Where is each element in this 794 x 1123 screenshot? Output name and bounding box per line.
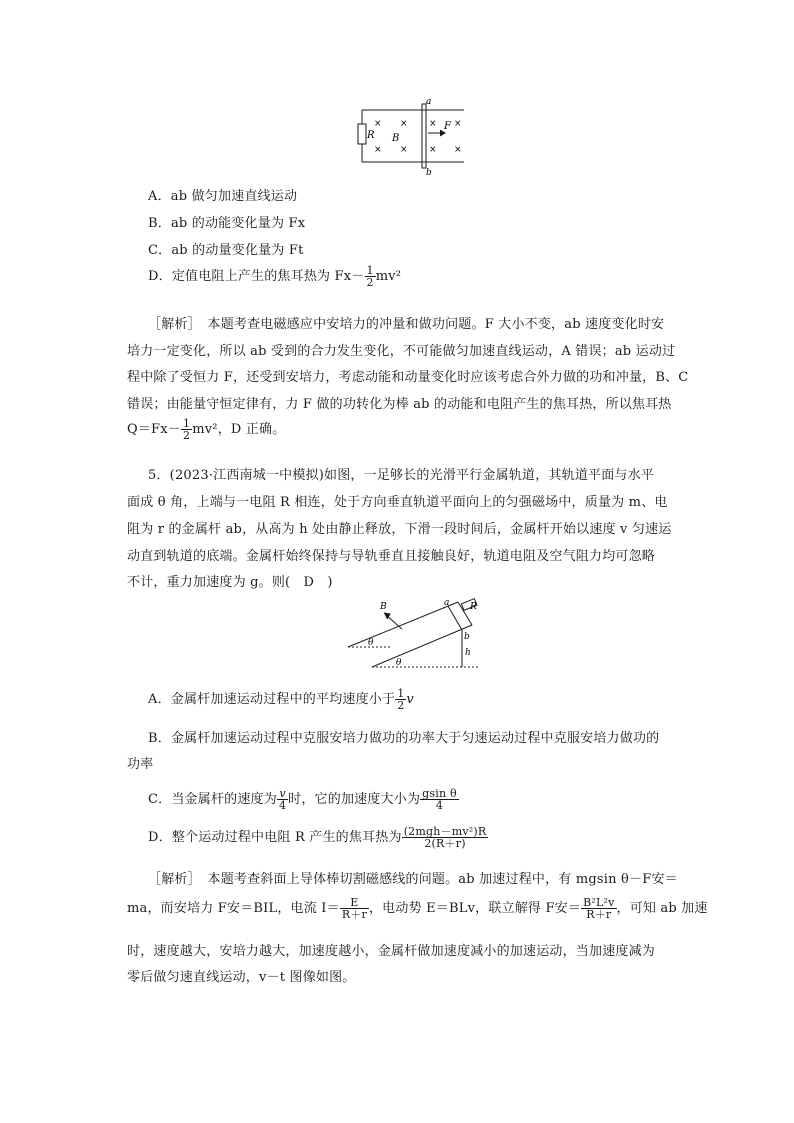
analysis5-line2-tail: ，可知 ab 加速	[616, 901, 708, 916]
cross: ×	[400, 145, 408, 155]
cross: ×	[429, 119, 437, 129]
q5-option-c	[148, 788, 459, 811]
label-F: F	[444, 121, 451, 132]
analysis5-line2	[127, 897, 708, 920]
analysis4-line1: ［解析］ 本题考查电磁感应中安培力的冲量和做功问题。F 大小不变，ab 速度变化时安	[148, 317, 665, 332]
q5-option-a	[148, 688, 414, 711]
label-R: R	[470, 602, 477, 612]
analysis4-line5-text: Q＝Fx－	[127, 422, 182, 437]
q5-line2: 面成 θ 角，上端与一电阻 R 相连，处于方向垂直轨道平面向上的匀强磁场中，质量为 m、电	[127, 495, 668, 510]
q4-option-a: A．ab 做匀加速直线运动	[148, 189, 298, 204]
fraction: $\frac{1}{2}$	[397, 687, 405, 712]
q5-option-d	[148, 826, 488, 849]
q5-line4: 动直到轨道的底端。金属杆始终保持与导轨垂直且接触良好，轨道电阻及空气阻力均可忽略	[127, 549, 656, 564]
label-b: b	[426, 168, 432, 176]
label-b: b	[464, 632, 470, 642]
incline-figure	[340, 597, 490, 672]
analysis4-line3: 程中除了受恒力 F，还受到安培力，考虑动能和动量变化时应该考虑合外力做的功和冲量，B、C	[127, 370, 689, 385]
q5-line5: 不计，重力加速度为 g。则( D )	[127, 575, 333, 590]
q4-option-b: B．ab 的动能变化量为 Fx	[148, 216, 306, 231]
q4-option-d-tail: mv²	[375, 269, 402, 284]
analysis4-line2: 培力一定变化，所以 ab 受到的合力发生变化，不可能做匀加速直线运动，A 错误；ab 运动过	[127, 344, 676, 359]
cross: ×	[374, 145, 382, 155]
label-a: a	[426, 97, 432, 107]
analysis4-line4: 错误；由能量守恒定律有，力 F 做的功转化为棒 ab 的动能和电阻产生的焦耳热，所以焦耳热	[127, 397, 672, 412]
analysis5-line3: 时，速度越大，安培力越大，加速度越小，金属杆做加速度减小的加速运动，当加速度减为	[127, 944, 656, 959]
label-theta: θ	[368, 638, 374, 648]
analysis4-line5	[127, 418, 285, 441]
q4-option-d	[148, 265, 401, 288]
fraction: $\frac{1}{2}$	[366, 264, 374, 289]
analysis5-line2-mid: ，电动势 E＝BLv，联立解得 F安＝	[368, 901, 582, 916]
q5-option-a-text: A．金属杆加速运动过程中的平均速度小于	[148, 692, 396, 707]
analysis4-line5-tail: mv²，D 正确。	[192, 422, 286, 437]
label-theta: θ	[396, 658, 402, 668]
resistor	[358, 124, 366, 144]
q5-option-c-text: C．当金属杆的速度为	[148, 792, 277, 807]
label-R: R	[367, 130, 375, 141]
analysis5-line1: ［解析］ 本题考查斜面上导体棒切割磁感线的问题。ab 加速过程中，有 mgsin θ－F安＝	[148, 872, 678, 887]
cross: ×	[454, 119, 462, 129]
cross: ×	[400, 119, 408, 129]
cross: ×	[429, 145, 437, 155]
fraction: $\frac{1}{2}$	[183, 417, 191, 442]
label-a: a	[444, 598, 450, 608]
analysis5-line4: 零后做匀速直线运动，v－t 图像如图。	[127, 970, 356, 985]
fraction: $\frac{E}{R+r}$	[341, 896, 367, 921]
q4-option-c: C．ab 的动量变化量为 Ft	[148, 243, 304, 258]
label-B: B	[392, 133, 400, 144]
label-h: h	[465, 648, 471, 658]
q5-line3: 阻为 r 的金属杆 ab，从高为 h 处由静止释放，下滑一段时间后，金属杆开始以速度 v 匀速运	[127, 522, 672, 537]
q5-option-a-tail: v	[406, 692, 414, 707]
fraction: $\frac{v}{4}$	[278, 787, 287, 812]
fraction: $\frac{\text{gsin θ}}{4}$	[422, 787, 457, 812]
rod	[422, 104, 426, 168]
q5-option-d-text: D．整个运动过程中电阻 R 产生的焦耳热为	[148, 830, 402, 845]
analysis5-line2-text: ma，而安培力 F安＝BIL，电流 I＝	[127, 901, 340, 916]
q5-option-b-line1: B．金属杆加速运动过程中克服安培力做功的功率大于匀速运动过程中克服安培力做功的	[148, 731, 660, 746]
circuit-figure	[352, 96, 467, 176]
label-B: B	[380, 602, 387, 612]
fraction: $\frac{\text{B²L²v}}{R+r}$	[583, 896, 615, 921]
fraction: $\frac{\text{(2mgh－mv²)R}}{2(R+r)}$	[403, 825, 487, 850]
q5-option-c-mid: 时，它的加速度大小为	[288, 792, 421, 807]
q5-option-b-line2: 功率	[127, 757, 154, 772]
cross: ×	[454, 145, 462, 155]
cross: ×	[374, 119, 382, 129]
q4-option-d-text: D．定值电阻上产生的焦耳热为 Fx－	[148, 269, 365, 284]
q5-line1: 5．(2023·江西南城一中模拟)如图，一足够长的光滑平行金属轨道，其轨道平面与水平	[148, 468, 655, 483]
